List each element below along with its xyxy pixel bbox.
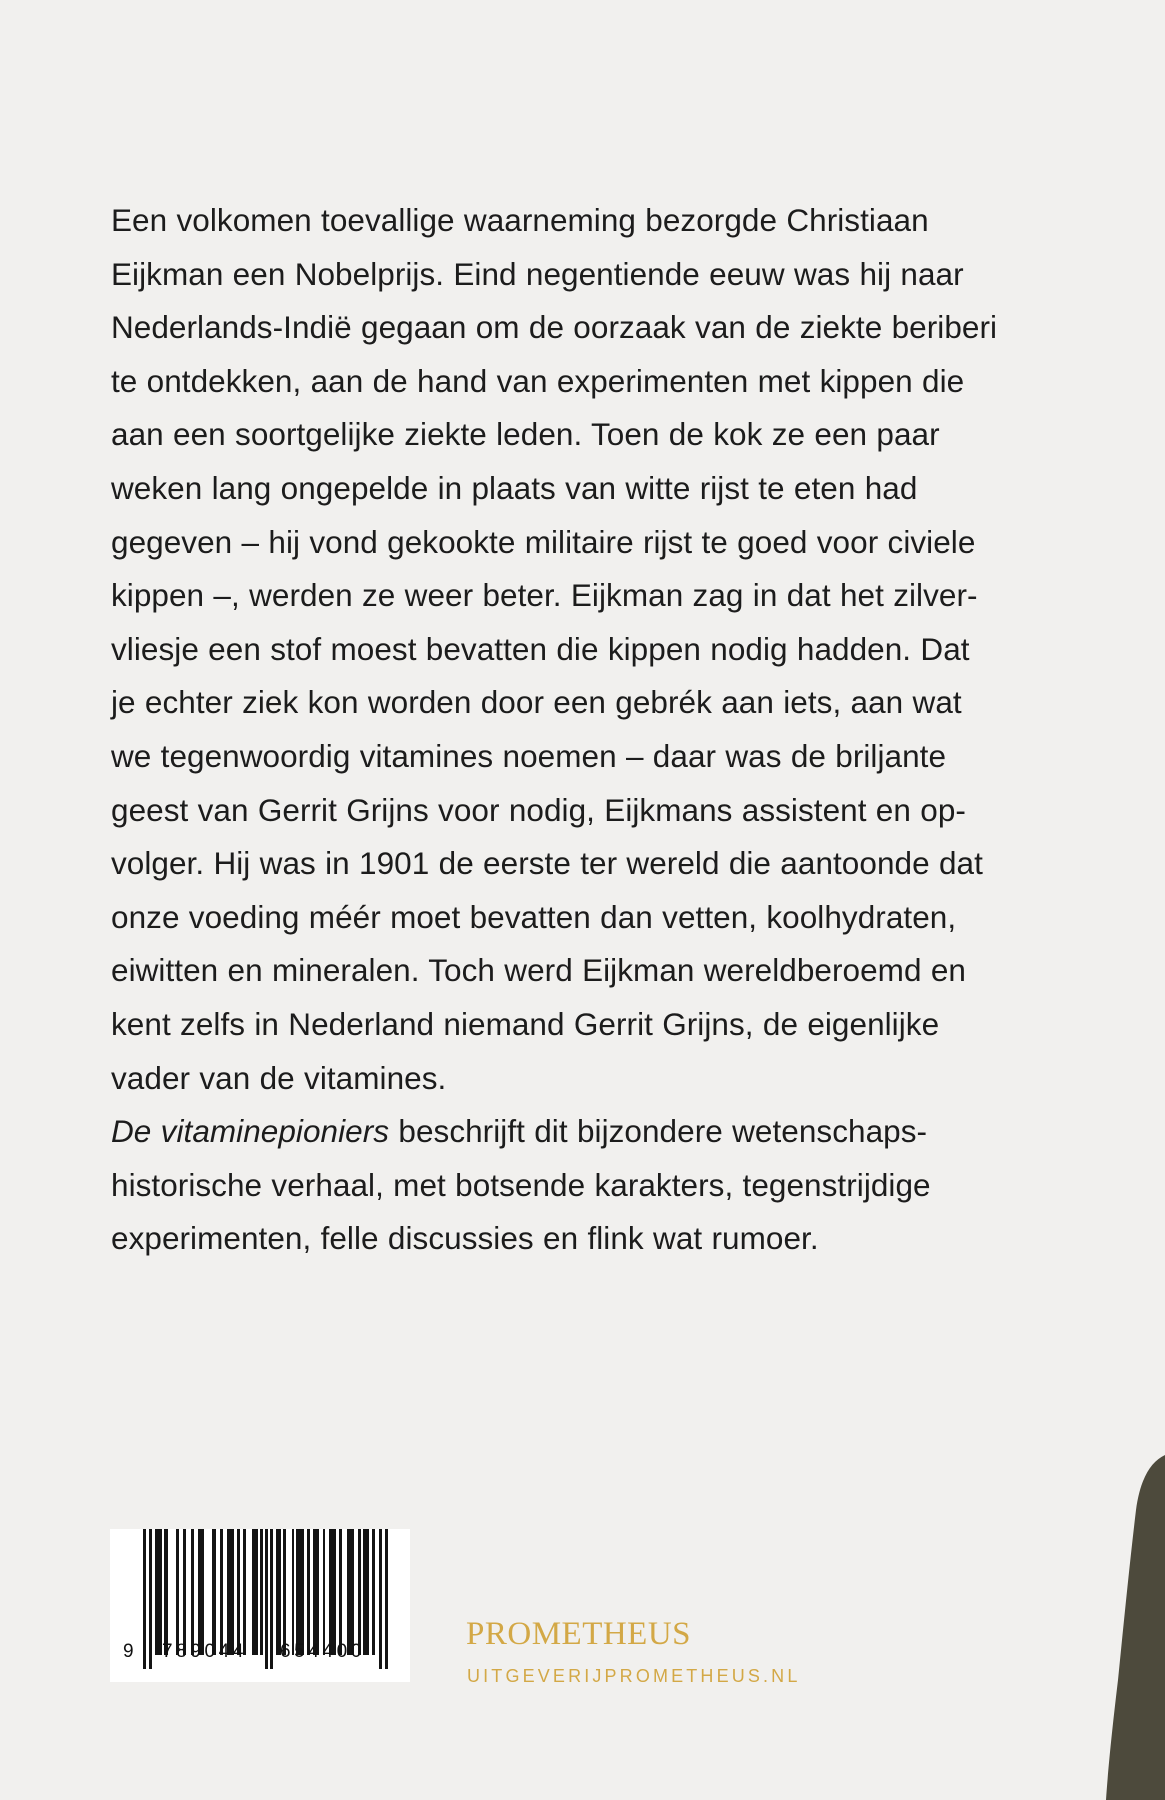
blurb-line: historische verhaal, met botsende karakters, tegenstrijdige <box>111 1166 931 1203</box>
blurb-line: je echter ziek kon worden door een gebrék aan iets, aan wat <box>111 684 962 721</box>
barcode-digits-left: 789044 <box>162 1641 248 1662</box>
blurb-line: geest van Gerrit Grijns voor nodig, Eijkmans assistent en op- <box>111 791 966 828</box>
blurb-line: volger. Hij was in 1901 de eerste ter wereld die aantoonde dat <box>111 845 983 882</box>
blurb-line-book-title: De vitaminepioniers beschrijft dit bijzondere wetenschaps- <box>111 1113 928 1150</box>
barcode-digits-right: 654400 <box>280 1641 366 1662</box>
back-cover-blurb <box>111 194 1061 1266</box>
book-title-italic: De vitaminepioniers <box>111 1113 390 1150</box>
blurb-line: aan een soortgelijke ziekte leden. Toen de kok ze een paar <box>111 416 940 453</box>
isbn-barcode <box>110 1529 410 1682</box>
blurb-line: weken lang ongepelde in plaats van witte rijst te eten had <box>111 469 918 506</box>
blurb-line: vader van de vitamines. <box>111 1059 447 1096</box>
blurb-line: kent zelfs in Nederland niemand Gerrit Grijns, de eigenlijke <box>111 1005 940 1042</box>
blurb-line: onze voeding méér moet bevatten dan vetten, koolhydraten, <box>111 898 957 935</box>
blurb-line: te ontdekken, aan de hand van experimenten met kippen die <box>111 362 965 399</box>
barcode-digits <box>110 1641 410 1671</box>
blurb-line: kippen –, werden ze weer beter. Eijkman zag in dat het zilver- <box>111 577 978 614</box>
barcode-digit-first: 9 <box>123 1641 138 1662</box>
blurb-line: Nederlands-Indië gegaan om de oorzaak van de ziekte beriberi <box>111 309 998 346</box>
blurb-line: vliesje een stof moest bevatten die kippen nodig hadden. Dat <box>111 630 970 667</box>
blurb-line: Een volkomen toevallige waarneming bezorgde Christiaan <box>111 202 929 238</box>
blurb-line: eiwitten en mineralen. Toch werd Eijkman wereldberoemd en <box>111 952 966 989</box>
publisher-logo: PROMETHEUS <box>466 1616 692 1652</box>
publisher-url[interactable]: UITGEVERIJPROMETHEUS.NL <box>467 1666 801 1686</box>
blurb-line: experimenten, felle discussies en flink wat rumoer. <box>111 1220 819 1257</box>
blurb-line: we tegenwoordig vitamines noemen – daar was de briljante <box>111 737 947 774</box>
blurb-line: gegeven – hij vond gekookte militaire rijst te goed voor civiele <box>111 523 976 560</box>
blurb-line: Eijkman een Nobelprijs. Eind negentiende eeuw was hij naar <box>111 255 964 292</box>
